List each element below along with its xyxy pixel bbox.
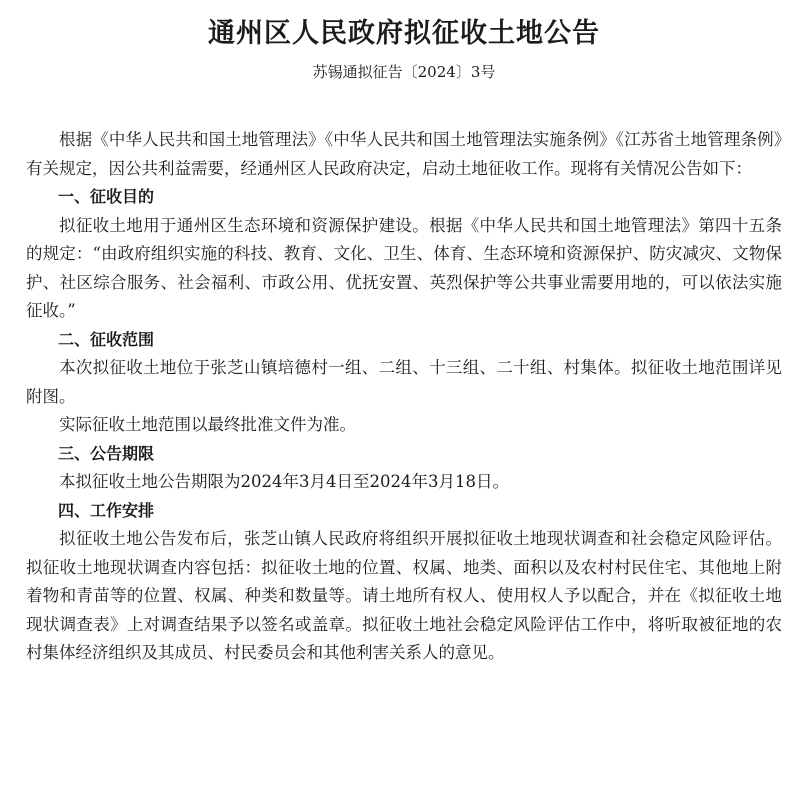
section-paragraph: 本拟征收土地公告期限为2024年3月4日至2024年3月18日。 bbox=[59, 472, 509, 491]
section-paragraph: 实际征收土地范围以最终批准文件为准。 bbox=[59, 415, 356, 434]
document-number: 苏锡通拟征告〔2024〕3号 bbox=[312, 63, 496, 81]
section-paragraph: 拟征收土地用于通州区生态环境和资源保护建设。根据《中华人民共和国土地管理法》第四十五条的规定：“由政府组织实施的科技、教育、文化、卫生、体育、生态环境和资源保护、防灾减灾、文物保护、社区综合服务、社会福利、市政公用、优抚安置、英烈保护等公共事业需要用地的，可以依法实施征收。” bbox=[26, 215, 782, 320]
section-heading-scope: 二、征收范围 bbox=[58, 329, 155, 349]
section-paragraph: 拟征收土地公告发布后，张芝山镇人民政府将组织开展拟征收土地现状调查和社会稳定风险评估。拟征收土地现状调查内容包括：拟征收土地的位置、权属、地类、面积以及农村村民住宅、其他地上附着物和青苗等的位置、权属、种类和数量等。请土地所有权人、使用权人予以配合，并在《拟征收土地现状调查表》上对调查结果予以签名或盖章。拟征收土地社会稳定风险评估工作中，将听取被征地的农村集体经济组织及其成员、村民委员会和其他利害关系人的意见。 bbox=[26, 529, 782, 662]
section-heading-period: 三、公告期限 bbox=[58, 443, 155, 463]
section-paragraph: 本次拟征收土地位于张芝山镇培德村一组、二组、十三组、二十组、村集体。拟征收土地范围详见附图。 bbox=[26, 358, 782, 406]
announcement-body bbox=[26, 126, 782, 668]
section-heading-purpose: 一、征收目的 bbox=[58, 187, 155, 206]
section-heading-arrangement: 四、工作安排 bbox=[58, 500, 155, 520]
page-title: 通州区人民政府拟征收土地公告 bbox=[208, 18, 600, 49]
intro-paragraph: 根据《中华人民共和国土地管理法》《中华人民共和国土地管理法实施条例》《江苏省土地管理条例》有关规定，因公共利益需要，经通州区人民政府决定，启动土地征收工作。现将有关情况公告如下： bbox=[26, 130, 782, 178]
